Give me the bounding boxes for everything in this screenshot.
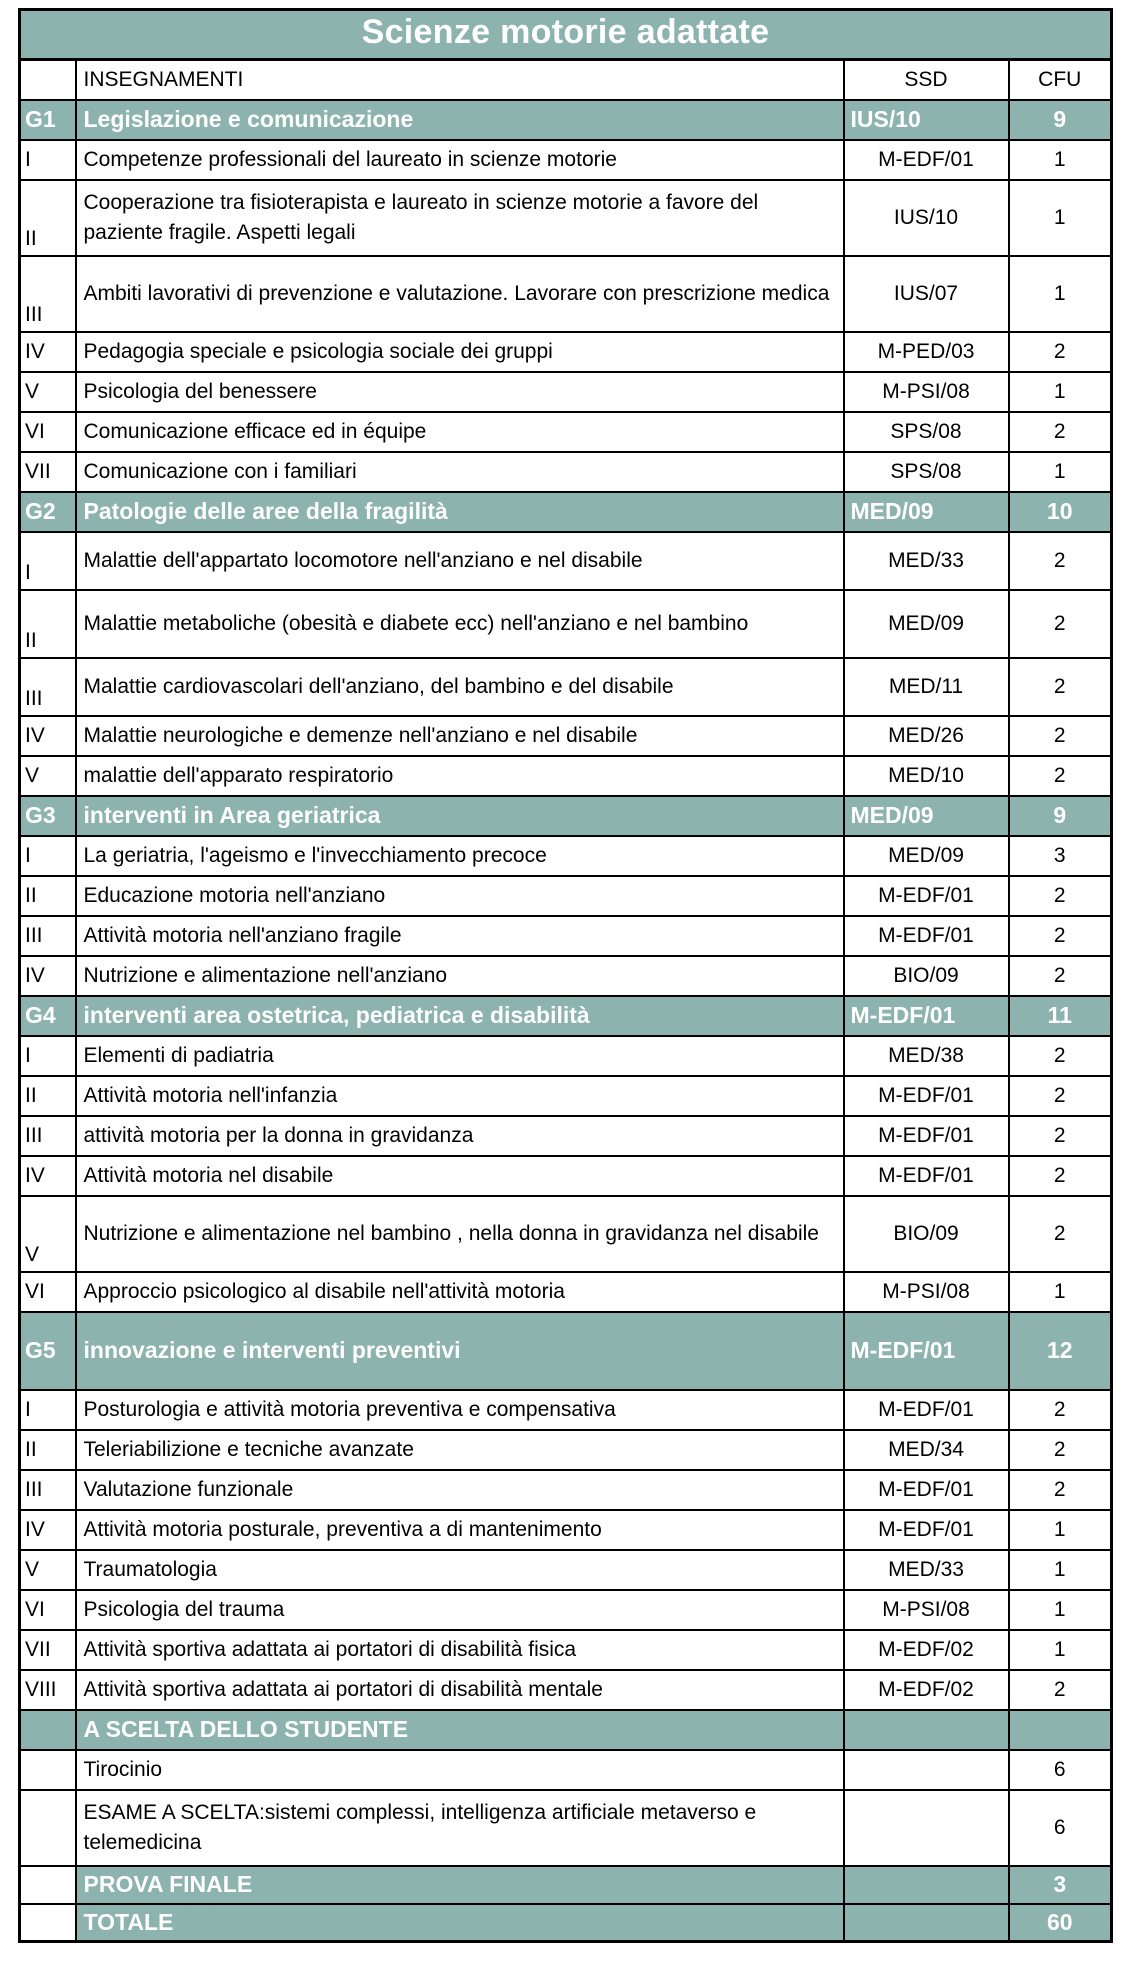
- row-course-name: Tirocinio: [76, 1750, 844, 1790]
- table-row: [20, 1670, 1112, 1710]
- row-course-name: Attività motoria nel disabile: [76, 1156, 844, 1196]
- row-index: II: [20, 876, 76, 916]
- row-index: VIII: [20, 1670, 76, 1710]
- row-ssd: SPS/08: [844, 412, 1009, 452]
- row-course-name: Educazione motoria nell'anziano: [76, 876, 844, 916]
- footer-label: TOTALE: [76, 1904, 844, 1942]
- row-ssd: MED/09: [844, 590, 1009, 658]
- group-row: [20, 996, 1112, 1036]
- row-index: VI: [20, 1272, 76, 1312]
- column-header-num: [20, 60, 76, 100]
- row-ssd: M-EDF/02: [844, 1630, 1009, 1670]
- table-row: [20, 956, 1112, 996]
- table-row: [20, 180, 1112, 256]
- row-ssd: MED/09: [844, 836, 1009, 876]
- row-index: V: [20, 1196, 76, 1272]
- group-label: innovazione e interventi preventivi: [76, 1312, 844, 1390]
- row-ssd: M-PSI/08: [844, 1590, 1009, 1630]
- group-ssd: IUS/10: [844, 100, 1009, 140]
- group-cfu: 11: [1009, 996, 1112, 1036]
- row-cfu: 2: [1009, 1076, 1112, 1116]
- footer-cfu: 60: [1009, 1904, 1112, 1942]
- row-course-name: Competenze professionali del laureato in scienze motorie: [76, 140, 844, 180]
- group-label: Patologie delle aree della fragilità: [76, 492, 844, 532]
- choice-cfu: [1009, 1710, 1112, 1750]
- row-cfu: 2: [1009, 1670, 1112, 1710]
- row-course-name: Ambiti lavorativi di prevenzione e valutazione. Lavorare con prescrizione medica: [76, 256, 844, 332]
- row-index: IV: [20, 1156, 76, 1196]
- table-row: [20, 1076, 1112, 1116]
- row-ssd: IUS/10: [844, 180, 1009, 256]
- table-row: [20, 716, 1112, 756]
- row-cfu: 2: [1009, 1470, 1112, 1510]
- row-cfu: 2: [1009, 1430, 1112, 1470]
- table-row: [20, 836, 1112, 876]
- row-cfu: 1: [1009, 140, 1112, 180]
- row-index: I: [20, 140, 76, 180]
- group-cfu: 12: [1009, 1312, 1112, 1390]
- row-course-name: Comunicazione con i familiari: [76, 452, 844, 492]
- row-index: VI: [20, 1590, 76, 1630]
- table-row: [20, 452, 1112, 492]
- row-index: I: [20, 532, 76, 590]
- group-ssd: MED/09: [844, 492, 1009, 532]
- row-cfu: 2: [1009, 332, 1112, 372]
- row-cfu: 2: [1009, 658, 1112, 716]
- row-ssd: [844, 1750, 1009, 1790]
- footer-code: [20, 1866, 76, 1904]
- row-ssd: [844, 1790, 1009, 1866]
- row-index: I: [20, 1390, 76, 1430]
- row-cfu: 2: [1009, 1196, 1112, 1272]
- table-row: [20, 1750, 1112, 1790]
- table-row: [20, 1790, 1112, 1866]
- footer-row: [20, 1904, 1112, 1942]
- row-ssd: M-PED/03: [844, 332, 1009, 372]
- row-index: VI: [20, 412, 76, 452]
- row-cfu: 6: [1009, 1750, 1112, 1790]
- row-course-name: La geriatria, l'ageismo e l'invecchiamento precoce: [76, 836, 844, 876]
- row-cfu: 2: [1009, 590, 1112, 658]
- row-cfu: 1: [1009, 180, 1112, 256]
- column-header-insegnamenti: INSEGNAMENTI: [76, 60, 844, 100]
- row-index: IV: [20, 1510, 76, 1550]
- group-cfu: 10: [1009, 492, 1112, 532]
- row-cfu: 2: [1009, 876, 1112, 916]
- group-label: Legislazione e comunicazione: [76, 100, 844, 140]
- row-cfu: 3: [1009, 836, 1112, 876]
- table-row: [20, 256, 1112, 332]
- row-course-name: Malattie dell'appartato locomotore nell'anziano e nel disabile: [76, 532, 844, 590]
- row-ssd: M-EDF/01: [844, 1156, 1009, 1196]
- row-course-name: malattie dell'apparato respiratorio: [76, 756, 844, 796]
- row-course-name: Malattie neurologiche e demenze nell'anziano e nel disabile: [76, 716, 844, 756]
- row-course-name: Pedagogia speciale e psicologia sociale dei gruppi: [76, 332, 844, 372]
- row-index: I: [20, 836, 76, 876]
- group-ssd: MED/09: [844, 796, 1009, 836]
- table-row: [20, 1156, 1112, 1196]
- row-course-name: Attività motoria posturale, preventiva a di mantenimento: [76, 1510, 844, 1550]
- row-cfu: 1: [1009, 1550, 1112, 1590]
- row-index: III: [20, 658, 76, 716]
- choice-code: [20, 1710, 76, 1750]
- row-index: IV: [20, 956, 76, 996]
- row-index: III: [20, 916, 76, 956]
- row-index: III: [20, 1470, 76, 1510]
- row-course-name: attività motoria per la donna in gravidanza: [76, 1116, 844, 1156]
- footer-row: [20, 1866, 1112, 1904]
- table-row: [20, 756, 1112, 796]
- group-code: G3: [20, 796, 76, 836]
- row-ssd: M-EDF/01: [844, 1116, 1009, 1156]
- row-ssd: IUS/07: [844, 256, 1009, 332]
- row-ssd: MED/33: [844, 532, 1009, 590]
- row-cfu: 2: [1009, 716, 1112, 756]
- row-course-name: ESAME A SCELTA:sistemi complessi, intelligenza artificiale metaverso e telemedicina: [76, 1790, 844, 1866]
- row-index: [20, 1790, 76, 1866]
- row-index: V: [20, 372, 76, 412]
- row-course-name: Nutrizione e alimentazione nel bambino , nella donna in gravidanza nel disabile: [76, 1196, 844, 1272]
- choice-section-row: [20, 1710, 1112, 1750]
- row-cfu: 6: [1009, 1790, 1112, 1866]
- row-cfu: 2: [1009, 1156, 1112, 1196]
- row-course-name: Teleriabilizione e tecniche avanzate: [76, 1430, 844, 1470]
- row-cfu: 2: [1009, 532, 1112, 590]
- row-index: I: [20, 1036, 76, 1076]
- table-row: [20, 590, 1112, 658]
- row-index: VII: [20, 452, 76, 492]
- group-ssd: M-EDF/01: [844, 996, 1009, 1036]
- column-header-cfu: CFU: [1009, 60, 1112, 100]
- row-cfu: 2: [1009, 1390, 1112, 1430]
- page-title: Scienze motorie adattate: [20, 10, 1112, 60]
- group-code: G2: [20, 492, 76, 532]
- row-course-name: Posturologia e attività motoria preventiva e compensativa: [76, 1390, 844, 1430]
- row-index: V: [20, 1550, 76, 1590]
- group-label: interventi area ostetrica, pediatrica e disabilità: [76, 996, 844, 1036]
- row-course-name: Malattie metaboliche (obesità e diabete ecc) nell'anziano e nel bambino: [76, 590, 844, 658]
- footer-ssd: [844, 1866, 1009, 1904]
- row-ssd: M-EDF/01: [844, 1510, 1009, 1550]
- row-ssd: M-EDF/01: [844, 1390, 1009, 1430]
- row-ssd: M-PSI/08: [844, 1272, 1009, 1312]
- row-course-name: Comunicazione efficace ed in équipe: [76, 412, 844, 452]
- row-cfu: 1: [1009, 1590, 1112, 1630]
- footer-cfu: 3: [1009, 1866, 1112, 1904]
- table-row: [20, 1390, 1112, 1430]
- group-ssd: M-EDF/01: [844, 1312, 1009, 1390]
- row-ssd: MED/10: [844, 756, 1009, 796]
- choice-ssd: [844, 1710, 1009, 1750]
- row-index: II: [20, 1076, 76, 1116]
- row-course-name: Approccio psicologico al disabile nell'attività motoria: [76, 1272, 844, 1312]
- row-course-name: Psicologia del benessere: [76, 372, 844, 412]
- table-row: [20, 916, 1112, 956]
- row-ssd: BIO/09: [844, 1196, 1009, 1272]
- row-ssd: M-EDF/01: [844, 1076, 1009, 1116]
- row-index: IV: [20, 716, 76, 756]
- footer-code: [20, 1904, 76, 1942]
- row-cfu: 2: [1009, 756, 1112, 796]
- group-code: G4: [20, 996, 76, 1036]
- table-row: [20, 1590, 1112, 1630]
- row-index: II: [20, 590, 76, 658]
- row-ssd: M-EDF/01: [844, 1470, 1009, 1510]
- row-cfu: 2: [1009, 956, 1112, 996]
- row-ssd: MED/33: [844, 1550, 1009, 1590]
- row-ssd: M-EDF/01: [844, 876, 1009, 916]
- column-header-row: [20, 60, 1112, 100]
- row-course-name: Psicologia del trauma: [76, 1590, 844, 1630]
- row-ssd: MED/11: [844, 658, 1009, 716]
- row-index: III: [20, 256, 76, 332]
- row-cfu: 1: [1009, 372, 1112, 412]
- row-ssd: SPS/08: [844, 452, 1009, 492]
- table-row: [20, 1430, 1112, 1470]
- table-row: [20, 1550, 1112, 1590]
- row-course-name: Valutazione funzionale: [76, 1470, 844, 1510]
- table-row: [20, 1116, 1112, 1156]
- row-index: [20, 1750, 76, 1790]
- table-row: [20, 532, 1112, 590]
- table-row: [20, 372, 1112, 412]
- curriculum-table: [18, 8, 1113, 1943]
- table-row: [20, 1630, 1112, 1670]
- row-course-name: Attività motoria nell'anziano fragile: [76, 916, 844, 956]
- row-ssd: MED/34: [844, 1430, 1009, 1470]
- row-course-name: Nutrizione e alimentazione nell'anziano: [76, 956, 844, 996]
- row-course-name: Attività sportiva adattata ai portatori di disabilità mentale: [76, 1670, 844, 1710]
- group-row: [20, 1312, 1112, 1390]
- row-ssd: MED/38: [844, 1036, 1009, 1076]
- table-row: [20, 332, 1112, 372]
- row-cfu: 1: [1009, 1510, 1112, 1550]
- curriculum-table-wrapper: [18, 8, 1110, 1943]
- group-row: [20, 796, 1112, 836]
- row-ssd: M-EDF/01: [844, 916, 1009, 956]
- row-course-name: Attività motoria nell'infanzia: [76, 1076, 844, 1116]
- row-course-name: Attività sportiva adattata ai portatori di disabilità fisica: [76, 1630, 844, 1670]
- table-row: [20, 1470, 1112, 1510]
- row-cfu: 1: [1009, 452, 1112, 492]
- row-cfu: 2: [1009, 1116, 1112, 1156]
- table-title-row: [20, 10, 1112, 60]
- footer-ssd: [844, 1904, 1009, 1942]
- group-code: G1: [20, 100, 76, 140]
- row-cfu: 2: [1009, 412, 1112, 452]
- column-header-ssd: SSD: [844, 60, 1009, 100]
- table-row: [20, 1036, 1112, 1076]
- group-row: [20, 100, 1112, 140]
- row-index: V: [20, 756, 76, 796]
- table-row: [20, 1272, 1112, 1312]
- row-ssd: M-EDF/01: [844, 140, 1009, 180]
- table-row: [20, 412, 1112, 452]
- row-ssd: BIO/09: [844, 956, 1009, 996]
- row-course-name: Cooperazione tra fisioterapista e laureato in scienze motorie a favore del paziente fragile. Aspetti legali: [76, 180, 844, 256]
- row-index: VII: [20, 1630, 76, 1670]
- group-cfu: 9: [1009, 100, 1112, 140]
- table-row: [20, 1196, 1112, 1272]
- row-cfu: 1: [1009, 1272, 1112, 1312]
- row-index: II: [20, 180, 76, 256]
- row-cfu: 1: [1009, 256, 1112, 332]
- row-course-name: Malattie cardiovascolari dell'anziano, del bambino e del disabile: [76, 658, 844, 716]
- row-index: III: [20, 1116, 76, 1156]
- row-index: II: [20, 1430, 76, 1470]
- row-index: IV: [20, 332, 76, 372]
- table-row: [20, 1510, 1112, 1550]
- group-code: G5: [20, 1312, 76, 1390]
- row-course-name: Elementi di padiatria: [76, 1036, 844, 1076]
- group-row: [20, 492, 1112, 532]
- row-cfu: 1: [1009, 1630, 1112, 1670]
- row-ssd: M-PSI/08: [844, 372, 1009, 412]
- choice-label: A SCELTA DELLO STUDENTE: [76, 1710, 844, 1750]
- row-cfu: 2: [1009, 916, 1112, 956]
- table-row: [20, 140, 1112, 180]
- row-course-name: Traumatologia: [76, 1550, 844, 1590]
- footer-label: PROVA FINALE: [76, 1866, 844, 1904]
- row-cfu: 2: [1009, 1036, 1112, 1076]
- row-ssd: M-EDF/02: [844, 1670, 1009, 1710]
- group-label: interventi in Area geriatrica: [76, 796, 844, 836]
- row-ssd: MED/26: [844, 716, 1009, 756]
- table-row: [20, 658, 1112, 716]
- group-cfu: 9: [1009, 796, 1112, 836]
- table-row: [20, 876, 1112, 916]
